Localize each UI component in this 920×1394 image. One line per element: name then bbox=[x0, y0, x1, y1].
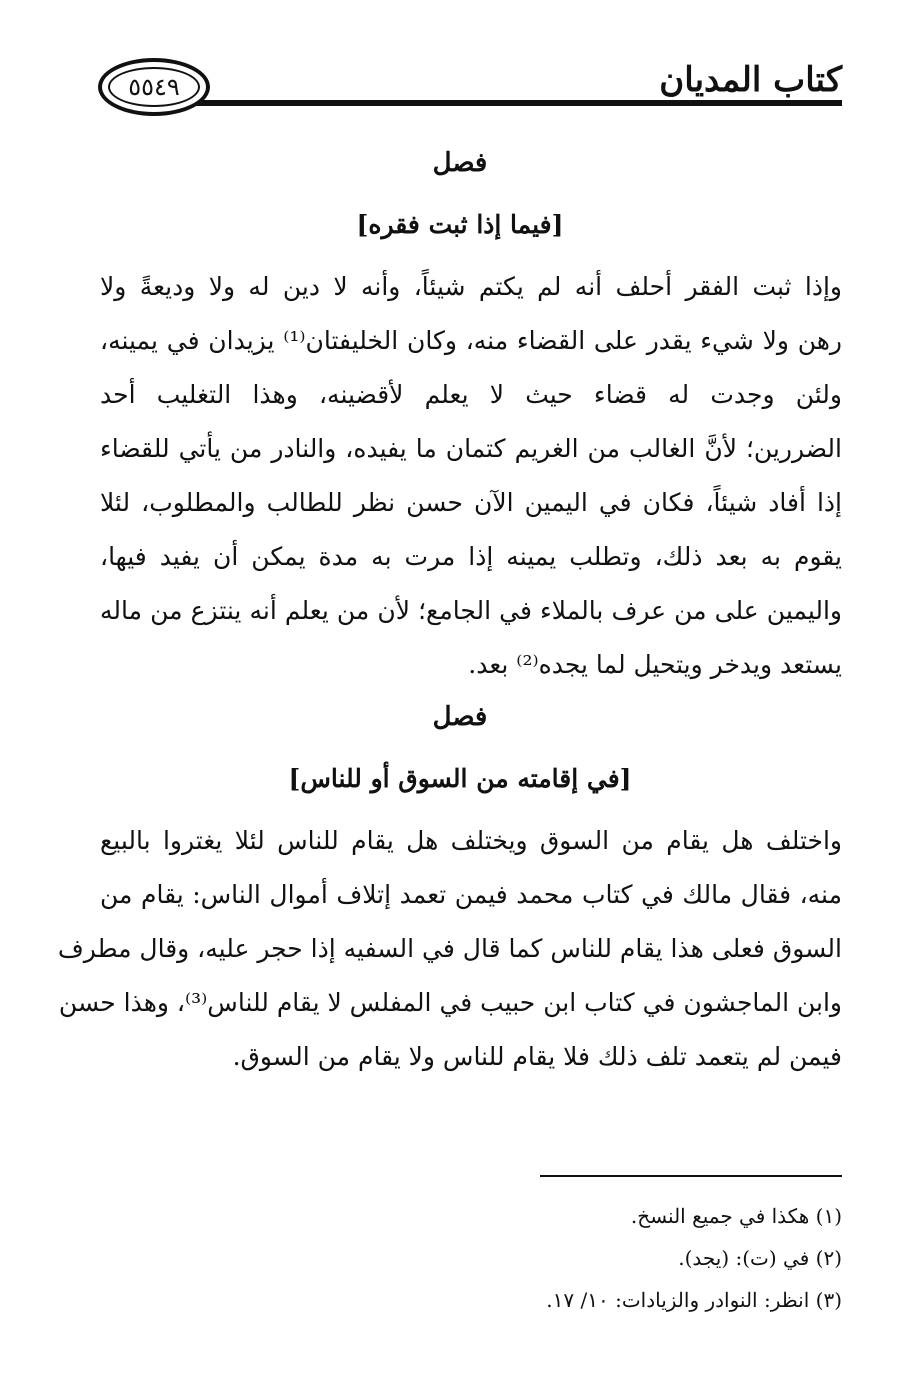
section-heading: فصل bbox=[432, 702, 488, 732]
paragraph-line: يقوم به بعد ذلك، وتطلب يمينه إذا مرت به مدة يمكن أن يفيد فيها، bbox=[100, 542, 842, 571]
paragraph-line: واختلف هل يقام من السوق ويختلف هل يقام للناس لئلا يغتروا بالبيع bbox=[100, 826, 842, 855]
footnote: (٢) في (ت): (يجد). bbox=[678, 1246, 842, 1270]
paragraph-line: واليمين على من عرف بالملاء في الجامع؛ لأن من يعلم أنه ينتزع من ماله bbox=[100, 596, 842, 625]
paragraph-line: منه، فقال مالك في كتاب محمد فيمن تعمد إتلاف أموال الناس: يقام من bbox=[100, 880, 842, 909]
book-title: كتاب المديان bbox=[659, 60, 842, 100]
paragraph-line: السوق فعلى هذا يقام للناس كما قال في السفيه إذا حجر عليه، وقال مطرف bbox=[57, 934, 842, 963]
paragraph-line: الضررين؛ لأنَّ الغالب من الغريم كتمان ما يفيده، والنادر من يأتي للقضاء bbox=[100, 434, 842, 463]
paragraph-line: إذا أفاد شيئاً، فكان في اليمين الآن حسن نظر للطالب والمطلوب، لئلا bbox=[100, 488, 842, 517]
paragraph-line: يستعد ويدخر ويتحيل لما يجده⁽²⁾ بعد. bbox=[468, 650, 842, 679]
paragraph-line: رهن ولا شيء يقدر على القضاء منه، وكان الخليفتان⁽¹⁾ يزيدان في يمينه، bbox=[100, 326, 842, 355]
paragraph-line: فيمن لم يتعمد تلف ذلك فلا يقام للناس ولا يقام من السوق. bbox=[232, 1042, 842, 1071]
footnote-separator bbox=[540, 1175, 842, 1177]
paragraph-line: وإذا ثبت الفقر أحلف أنه لم يكتم شيئاً، وأنه لا دين له ولا وديعةً ولا bbox=[100, 272, 842, 301]
section-subheading: [في إقامته من السوق أو للناس] bbox=[288, 764, 632, 793]
section-subheading: [فيما إذا ثبت فقره] bbox=[356, 210, 564, 239]
paragraph-line: ولئن وجدت له قضاء حيث لا يعلم لأقضينه، وهذا التغليب أحد bbox=[100, 380, 842, 409]
paragraph-line: وابن الماجشون في كتاب ابن حبيب في المفلس لا يقام للناس⁽³⁾، وهذا حسن bbox=[58, 988, 842, 1017]
header-rule bbox=[180, 100, 842, 106]
footnote: (١) هكذا في جميع النسخ. bbox=[630, 1204, 842, 1228]
section-heading: فصل bbox=[432, 148, 488, 178]
page-number: ٥٥٤٩ bbox=[108, 67, 200, 107]
footnote: (٣) انظر: النوادر والزيادات: ١٠/ ١٧. bbox=[546, 1288, 842, 1312]
page-number-badge bbox=[98, 58, 210, 116]
